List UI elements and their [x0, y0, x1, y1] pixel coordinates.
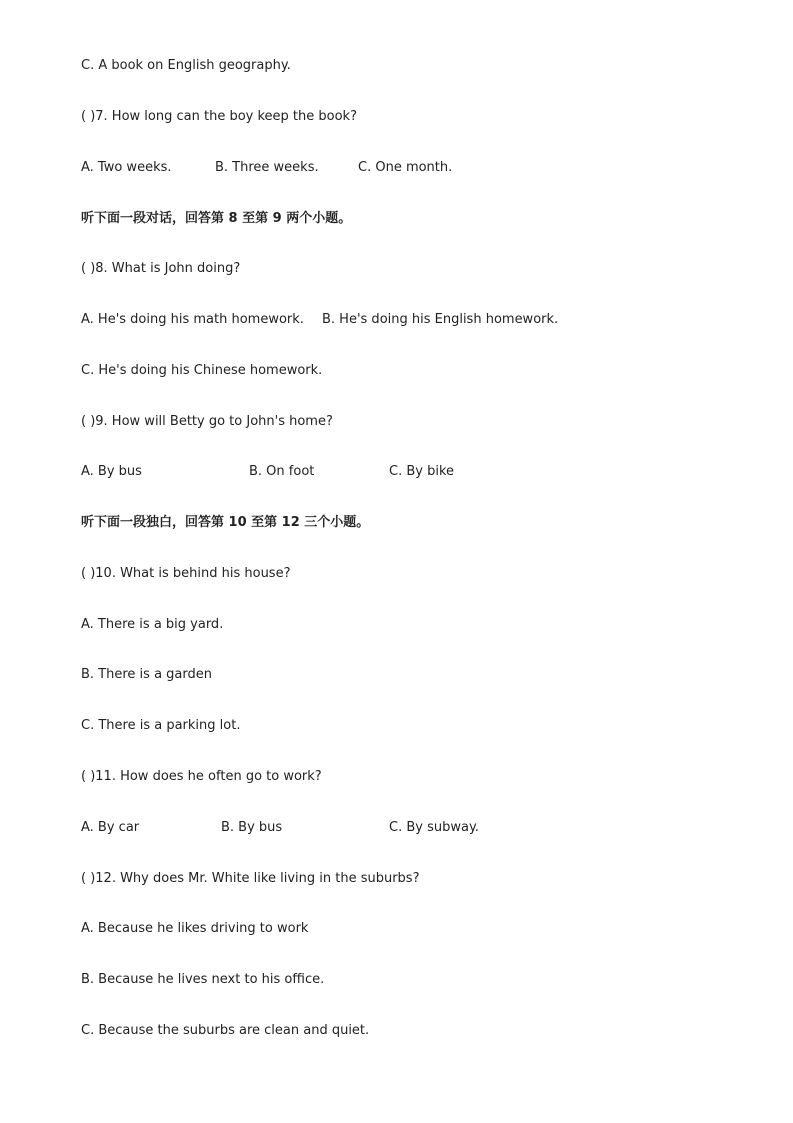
q10-option-a: A. There is a big yard.: [81, 617, 224, 632]
q10-option-b: B. There is a garden: [81, 667, 212, 682]
q9-option-c: C. By bike: [389, 464, 455, 479]
section-instruction-8-9: 听下面一段对话，回答第 8 至第 9 两个小题。: [81, 211, 352, 226]
question-8: ( )8. What is John doing?: [81, 261, 241, 276]
q12-option-a: A. Because he likes driving to work: [81, 921, 309, 936]
question-7: ( )7. How long can the boy keep the book?: [81, 109, 357, 124]
q7-option-a: A. Two weeks.: [81, 160, 172, 175]
q11-option-b: B. By bus: [221, 820, 283, 835]
q11-option-a: A. By car: [81, 820, 140, 835]
q11-option-c: C. By subway.: [389, 820, 479, 835]
q8-option-c: C. He's doing his Chinese homework.: [81, 363, 323, 378]
q7-option-b: B. Three weeks.: [215, 160, 319, 175]
question-10: ( )10. What is behind his house?: [81, 566, 291, 581]
q9-option-b: B. On foot: [249, 464, 315, 479]
q6-option-c: C. A book on English geography.: [81, 58, 291, 73]
question-11: ( )11. How does he often go to work?: [81, 769, 322, 784]
q10-option-c: C. There is a parking lot.: [81, 718, 241, 733]
q8-option-a: A. He's doing his math homework.: [81, 312, 304, 327]
question-12: ( )12. Why does Mr. White like living in the suburbs?: [81, 871, 420, 886]
q7-option-c: C. One month.: [358, 160, 453, 175]
q12-option-c: C. Because the suburbs are clean and quiet.: [81, 1023, 370, 1038]
q12-option-b: B. Because he lives next to his office.: [81, 972, 325, 987]
section-instruction-10-12: 听下面一段独白，回答第 10 至第 12 三个小题。: [81, 515, 370, 530]
question-9: ( )9. How will Betty go to John's home?: [81, 414, 333, 429]
q9-option-a: A. By bus: [81, 464, 142, 479]
q8-option-b: B. He's doing his English homework.: [322, 312, 559, 327]
